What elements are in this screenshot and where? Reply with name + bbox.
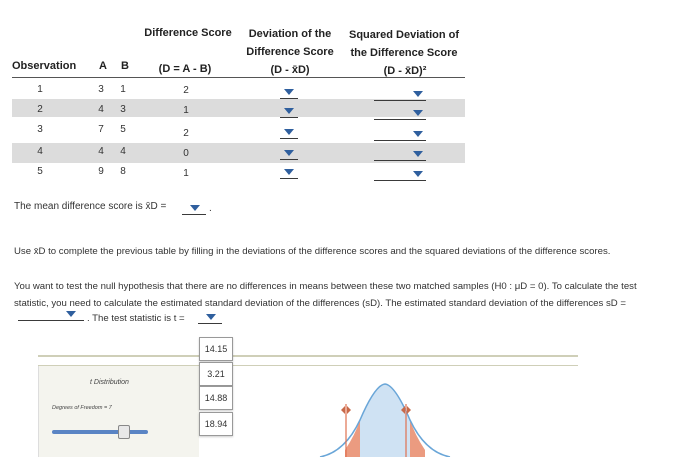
dof-slider-handle[interactable] <box>118 425 130 439</box>
left-tail-area <box>305 420 360 457</box>
row2-obs: 2 <box>37 104 43 115</box>
dropdown-underline <box>374 140 426 141</box>
test-statistic-dropdown[interactable] <box>196 312 224 326</box>
deviation-dropdown-4[interactable] <box>275 147 303 161</box>
chevron-down-icon <box>284 150 294 156</box>
test-statistic-text: . The test statistic is t = <box>87 313 185 324</box>
deviation-dropdown-2[interactable] <box>275 105 303 119</box>
row4-a: 4 <box>98 146 104 157</box>
null-hypothesis-line2: statistic, you need to calculate the estimated standard deviation of the differences (sD). The estimated standard deviation of the differences sD = <box>14 298 626 309</box>
squared-formula: (D - x̄D)² <box>383 65 427 77</box>
degrees-of-freedom-label: Degrees of Freedom = 7 <box>52 405 112 411</box>
widget-top-border <box>38 355 578 357</box>
null-hypothesis-line1: You want to test the null hypothesis that there are no differences in means between these two matched samples (H0 : μD = 0). To calculate the test <box>14 281 637 292</box>
squared-dropdown-2[interactable] <box>372 107 428 121</box>
sd-dropdown[interactable] <box>18 309 84 323</box>
center-area <box>360 384 410 457</box>
squared-dropdown-5[interactable] <box>372 168 428 182</box>
chevron-down-icon <box>413 171 423 177</box>
chevron-down-icon <box>66 311 76 317</box>
dropdown-underline <box>280 159 298 160</box>
chevron-down-icon <box>413 110 423 116</box>
dropdown-underline <box>280 178 298 179</box>
row5-d: 1 <box>183 168 189 179</box>
deviation-dropdown-3[interactable] <box>275 126 303 140</box>
row2-a: 4 <box>98 104 104 115</box>
row4-obs: 4 <box>37 146 43 157</box>
deviation-dropdown-5[interactable] <box>275 166 303 180</box>
squared-dropdown-1[interactable] <box>372 88 428 102</box>
row3-a: 7 <box>98 124 104 135</box>
chevron-down-icon <box>413 151 423 157</box>
chevron-down-icon <box>413 131 423 137</box>
option-14-15[interactable]: 14.15 <box>199 337 233 361</box>
t-distribution-title: t Distribution <box>90 379 129 386</box>
row1-d: 2 <box>183 85 189 96</box>
squared-dropdown-3[interactable] <box>372 128 428 142</box>
dropdown-underline <box>182 214 206 215</box>
option-3-21[interactable]: 3.21 <box>199 362 233 386</box>
observation-header: Observation <box>12 60 77 72</box>
left-handle-arrow-right-icon[interactable] <box>347 406 351 414</box>
squared-header-line2: the Difference Score <box>350 47 458 59</box>
col-b-header: B <box>121 60 129 72</box>
row5-a: 9 <box>98 166 104 177</box>
header-rule <box>12 77 465 78</box>
row5-b: 8 <box>120 166 126 177</box>
squared-dropdown-4[interactable] <box>372 148 428 162</box>
mean-difference-text: The mean difference score is x̄D = <box>14 201 167 212</box>
row5-obs: 5 <box>37 166 43 177</box>
row2-d: 1 <box>183 105 189 116</box>
chevron-down-icon <box>413 91 423 97</box>
row1-obs: 1 <box>37 84 43 95</box>
deviation-header-line2: Difference Score <box>246 46 334 58</box>
dropdown-underline <box>374 160 426 161</box>
dof-slider-track[interactable] <box>52 430 148 434</box>
period: . <box>209 203 212 214</box>
row3-obs: 3 <box>37 124 43 135</box>
row1-b: 1 <box>120 84 126 95</box>
row1-a: 3 <box>98 84 104 95</box>
dropdown-underline <box>280 117 298 118</box>
deviation-formula: (D - x̄D) <box>270 64 310 76</box>
t-distribution-curve-plot <box>300 380 470 457</box>
diff-score-header: Difference Score <box>144 27 232 39</box>
dropdown-underline <box>280 138 298 139</box>
diff-formula: (D = A - B) <box>158 63 212 75</box>
dropdown-underline <box>374 180 426 181</box>
chevron-down-icon <box>284 169 294 175</box>
row3-d: 2 <box>183 128 189 139</box>
left-handle-arrow-icon[interactable] <box>341 406 345 414</box>
deviation-header-line1: Deviation of the <box>248 28 332 40</box>
dropdown-underline <box>198 323 222 324</box>
option-14-88[interactable]: 14.88 <box>199 386 233 410</box>
chevron-down-icon <box>284 89 294 95</box>
chevron-down-icon <box>284 108 294 114</box>
chevron-down-icon <box>190 205 200 211</box>
dropdown-underline <box>374 100 426 101</box>
dropdown-underline <box>18 320 84 321</box>
row4-d: 0 <box>183 148 189 159</box>
dropdown-underline <box>280 98 298 99</box>
dropdown-underline <box>374 119 426 120</box>
deviation-dropdown-1[interactable] <box>275 86 303 100</box>
mean-difference-dropdown[interactable] <box>180 202 208 216</box>
row4-b: 4 <box>120 146 126 157</box>
chevron-down-icon <box>206 314 216 320</box>
col-a-header: A <box>99 60 107 72</box>
instruction-text: Use x̄D to complete the previous table by filling in the deviations of the difference scores and the squared deviations of the difference scores. <box>14 246 611 257</box>
option-18-94[interactable]: 18.94 <box>199 412 233 436</box>
row2-b: 3 <box>120 104 126 115</box>
row3-b: 5 <box>120 124 126 135</box>
squared-header-line1: Squared Deviation of <box>348 29 460 41</box>
chevron-down-icon <box>284 129 294 135</box>
right-handle-arrow-right-icon[interactable] <box>407 406 411 414</box>
